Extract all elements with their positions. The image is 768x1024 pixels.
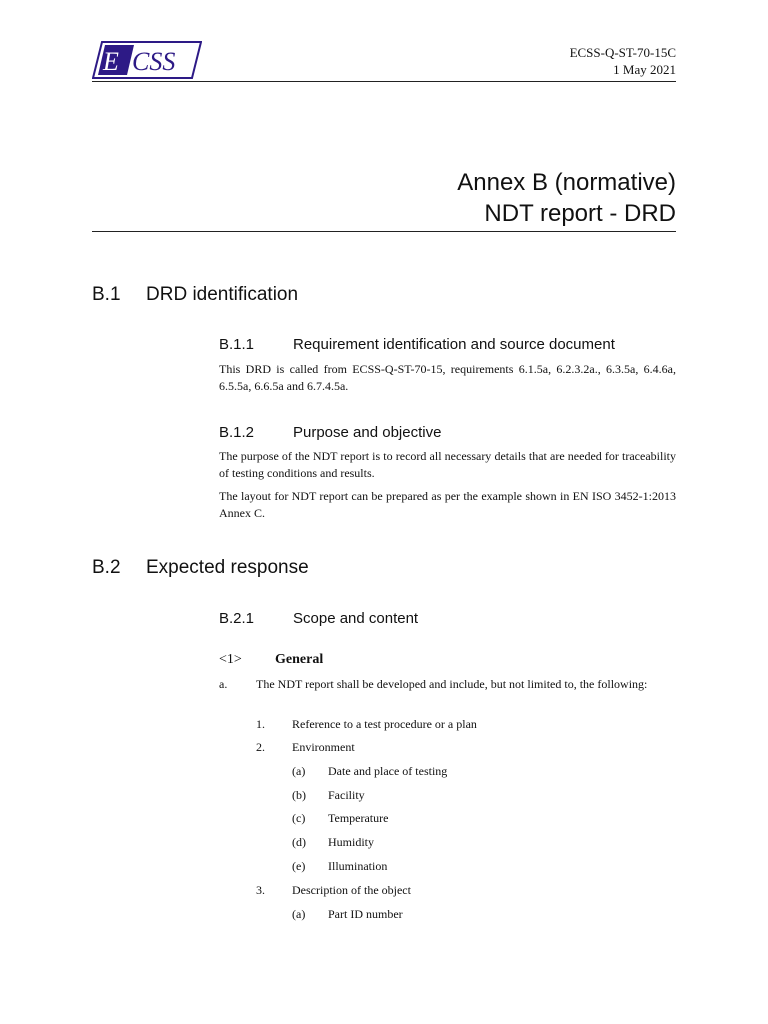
svg-text:CSS: CSS — [132, 47, 176, 76]
paragraph-b1-2-purpose: The purpose of the NDT report is to record all necessary details that are needed for traceability of testing conditions and results. — [219, 449, 676, 480]
heading-b1 — [92, 283, 298, 307]
list-text: Part ID number — [328, 907, 403, 921]
list-text: Date and place of testing — [328, 764, 448, 778]
list-label: 2. — [256, 740, 265, 754]
heading-b2 — [92, 556, 309, 580]
heading-text: Purpose and objective — [293, 424, 442, 441]
svg-text:E: E — [103, 47, 119, 76]
document-meta — [570, 44, 676, 78]
list-item-3a — [292, 906, 403, 923]
heading-general — [219, 651, 323, 669]
requirement-a — [219, 676, 676, 693]
list-text: Reference to a test procedure or a plan — [292, 717, 477, 731]
list-label: (c) — [292, 811, 306, 825]
heading-number: B.1.1 — [219, 336, 255, 353]
list-label: (b) — [292, 788, 306, 802]
list-item-2 — [256, 739, 355, 756]
heading-text: DRD identification — [146, 284, 299, 305]
list-item-2c — [292, 810, 388, 827]
list-item-2d — [292, 834, 374, 851]
heading-number: B.2.1 — [219, 610, 255, 627]
ecss-logo — [92, 41, 202, 79]
heading-text: Expected response — [146, 557, 309, 578]
annex-title-line1: Annex B (normative) — [457, 169, 676, 196]
list-item-2b — [292, 787, 365, 804]
heading-text: Requirement identification and source document — [293, 336, 615, 353]
list-text: Description of the object — [292, 883, 411, 897]
annex-divider — [92, 231, 676, 232]
list-text: Temperature — [328, 811, 389, 825]
list-label: 3. — [256, 883, 265, 897]
list-label: (e) — [292, 859, 306, 873]
heading-b1-2 — [219, 423, 441, 442]
heading-text: Scope and content — [293, 610, 419, 627]
annex-title — [457, 167, 676, 229]
heading-b2-1 — [219, 609, 418, 628]
paragraph-b1-2-layout: The layout for NDT report can be prepared as per the example shown in EN ISO 3452-1:2013 Annex C. — [219, 489, 676, 520]
heading-b1-1 — [219, 335, 615, 354]
document-date: 1 May 2021 — [613, 62, 676, 77]
heading-number: <1> — [219, 652, 242, 667]
heading-number: B.1 — [92, 284, 121, 305]
list-text: The NDT report shall be developed and include, but not limited to, the following: — [256, 677, 648, 691]
paragraph-b1-1: This DRD is called from ECSS-Q-ST-70-15, requirements 6.1.5a, 6.2.3.2a., 6.3.5a, 6.4.6a, 6.5.5a, 6.6.5a and 6.7.4.5a. — [219, 362, 676, 393]
document-id: ECSS-Q-ST-70-15C — [569, 45, 676, 60]
heading-text: General — [275, 652, 324, 667]
list-label: (a) — [292, 764, 306, 778]
heading-number: B.2 — [92, 557, 121, 578]
list-item-2e — [292, 858, 387, 875]
list-label: 1. — [256, 717, 265, 731]
list-item-3 — [256, 882, 411, 899]
list-label: a. — [219, 677, 228, 691]
list-text: Illumination — [328, 859, 388, 873]
list-text: Facility — [328, 788, 365, 802]
annex-title-line2: NDT report - DRD — [484, 200, 676, 227]
list-label: (d) — [292, 835, 306, 849]
list-text: Environment — [292, 740, 355, 754]
list-label: (a) — [292, 907, 306, 921]
header-divider — [92, 81, 676, 82]
list-item-2a — [292, 763, 447, 780]
heading-number: B.1.2 — [219, 424, 255, 441]
list-text: Humidity — [328, 835, 375, 849]
list-item-1 — [256, 716, 477, 733]
